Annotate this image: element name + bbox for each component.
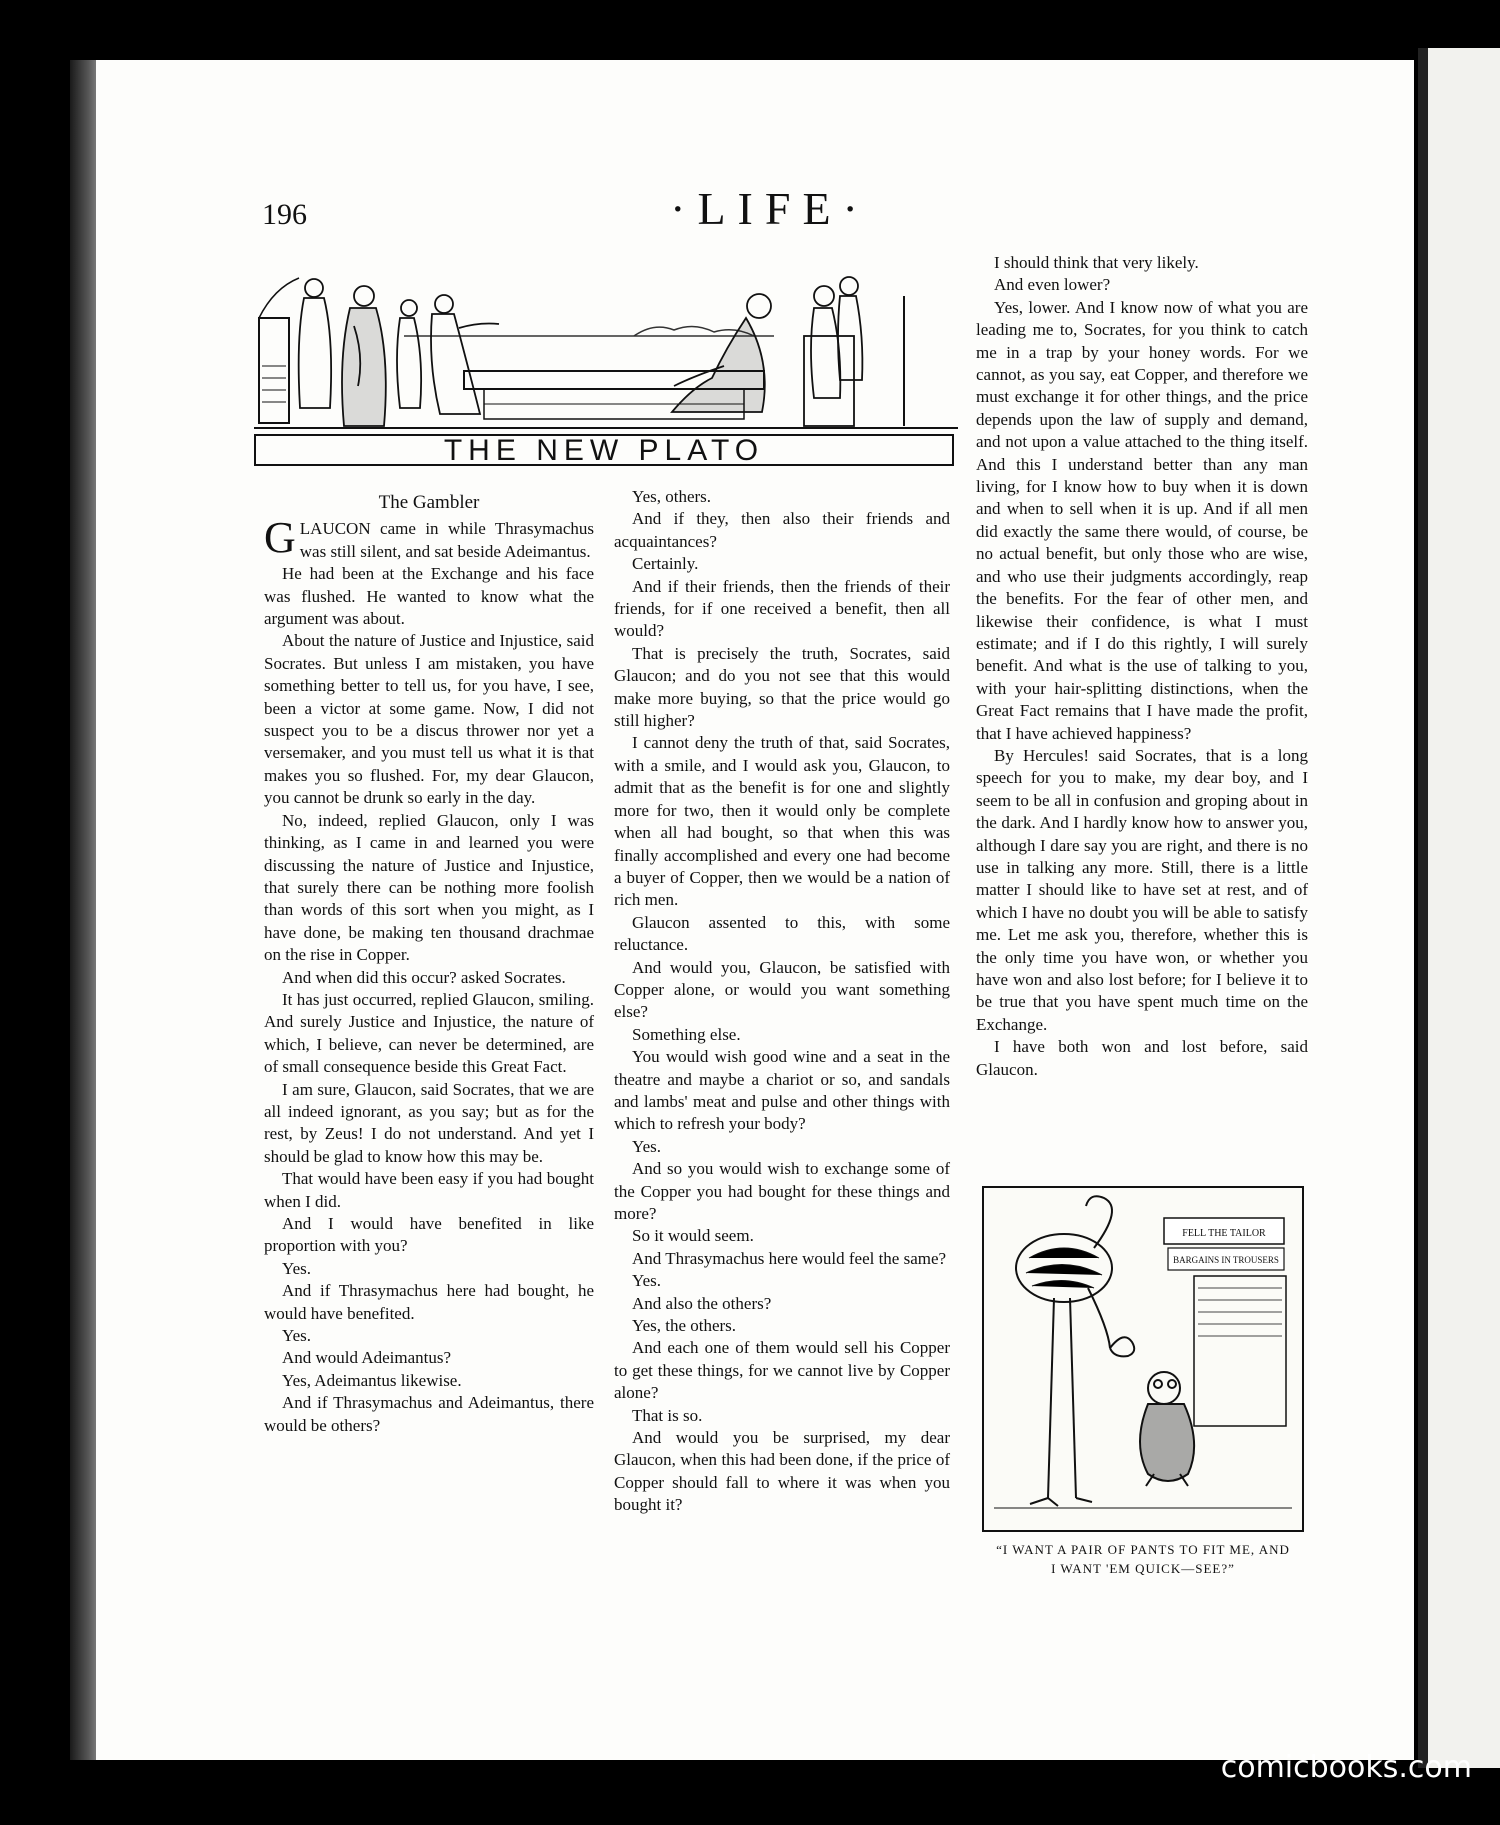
- page-number: 196: [262, 198, 307, 231]
- article-paragraph: About the nature of Justice and Injustice, said Socrates. But unless I am mistaken, you have something better to tell us, for you have, I see, been a victor at some game. Now, I did not suspect you to be a discus thrower nor yet a versemaker, and you must tell us what it is that makes you so flushed. For, my dear Glaucon, you cannot be drunk so early in the day.: [264, 631, 594, 808]
- banner-title: THE NEW PLATO: [443, 434, 765, 467]
- article-paragraph: And would you be surprised, my dear Glaucon, when this had been done, if the price of Copper should fall to where it was when you bought it?: [614, 1428, 950, 1515]
- article-paragraph: Something else.: [632, 1024, 741, 1044]
- article-paragraph: And I would have benefited in like proportion with you?: [264, 1214, 594, 1256]
- article-paragraph: No, indeed, replied Glaucon, only I was thinking, as I came in and learned you were discussing the nature of Justice and Injustice, that surely there can be nothing more foolish than words of this sort when you might, as I have done, be making ten thousand drachmae on the rise in Copper.: [264, 810, 594, 965]
- article-paragraph: And would you, Glaucon, be satisfied with Copper alone, or would you want something else?: [614, 957, 950, 1022]
- article-paragraph: And if Thrasymachus here had bought, he would have benefited.: [264, 1281, 594, 1323]
- cartoon-frame: [982, 1186, 1304, 1532]
- article-paragraph: And Thrasymachus here would feel the same?: [632, 1248, 947, 1268]
- article-paragraph: I am sure, Glaucon, said Socrates, that we are all indeed ignorant, as you say; but as for the rest, by Zeus! I do not understand. And yet I should be glad to know how this may be.: [264, 1079, 594, 1166]
- header-illustration: [254, 256, 958, 436]
- article-paragraph: Glaucon assented to this, with some reluctance.: [614, 912, 950, 955]
- article-paragraph: And so you would wish to exchange some of the Copper you had bought for these things and more?: [614, 1159, 950, 1223]
- article-paragraph: And if their friends, then the friends of their friends, for if one received a benefit, then all would?: [614, 576, 950, 641]
- article-paragraph: Yes, Adeimantus likewise.: [282, 1370, 462, 1390]
- cartoon-caption: [970, 1540, 1316, 1578]
- article-title: The Gambler: [378, 492, 480, 513]
- article-paragraph: He had been at the Exchange and his face was flushed. He wanted to know what the argument was about.: [264, 564, 594, 629]
- article-paragraph: And if they, then also their friends and acquaintances?: [614, 509, 950, 551]
- article-paragraph: By Hercules! said Socrates, that is a long speech for you to make, my dear boy, and I seem to be all in confusion and groping about in the dark. And I hardly know how to answer you, although I dare say you are right, and there is no use in talking any more. Still, there is a little matter I should like to have set at rest, and of which I have no doubt you will be able to satisfy me. Let me ask you, therefore, whether this is the only time you have won, or whether you have won and also lost before; for I believe it to be true that you have spent much time on the Exchange.: [976, 745, 1308, 1034]
- article-paragraph: Yes, the others.: [632, 1316, 737, 1336]
- article-column-3: [976, 252, 1308, 1081]
- article-paragraph: That is so.: [632, 1405, 703, 1425]
- article-paragraph: That would have been easy if you had bought when I did.: [264, 1169, 594, 1211]
- article-paragraph: It has just occurred, replied Glaucon, smiling. And surely Justice and Injustice, the nature of which, I believe, can never be determined, are of small consequence beside this Great Fact.: [264, 989, 594, 1077]
- article-column-1: [264, 492, 594, 1437]
- article-paragraph: Yes, lower. And I know now of what you are leading me to, Socrates, for you think to catch me in a trap by your honey words. For we cannot, as you say, eat Copper, and therefore we must exchange it for other things, and the price depends upon the law of supply and demand, and not upon a value attached to the thing itself. And this I understand better than any man living, for I know how to buy when it is down and when to sell when it is up. And if all men did exactly the same there would, of course, be no actual benefit, but only those who are wise, and who use their judgments accordingly, reap the benefits. For the fear of other men, and likewise their confidence, is what I must estimate; and if I do this rightly, I will surely benefit. And what is the use of talking to you, with your hair-splitting distinctions, when the Great Fact remains that I have made the profit, that I have achieved happiness?: [976, 297, 1308, 743]
- article-paragraph: Yes.: [282, 1258, 311, 1278]
- article-paragraph: And when did this occur? asked Socrates.: [282, 967, 566, 987]
- article-paragraph: Yes.: [632, 1271, 661, 1291]
- article-paragraph: Yes, others.: [632, 487, 712, 506]
- article-paragraph: I have both won and lost before, said Glaucon.: [976, 1037, 1308, 1079]
- article-paragraph: And if Thrasymachus and Adeimantus, there would be others?: [264, 1393, 594, 1435]
- caption-line-1: “I WANT A PAIR OF PANTS TO FIT ME, AND: [996, 1542, 1290, 1557]
- article-column-2: [614, 486, 950, 1517]
- article-paragraph: So it would seem.: [632, 1226, 754, 1246]
- article-paragraph: Yes.: [282, 1326, 311, 1346]
- article-paragraph: You would wish good wine and a seat in the theatre and maybe a chariot or so, and sandals and lambs' meat and pulse and other things with which to refresh your body?: [614, 1047, 950, 1134]
- article-paragraph: And each one of them would sell his Copper to get these things, for we cannot live by Copper alone?: [614, 1338, 950, 1403]
- cartoon-illustration: [984, 1188, 1302, 1530]
- next-page-edge: [1418, 48, 1500, 1768]
- drop-cap: G: [264, 513, 296, 563]
- cartoon-sign-bottom: BARGAINS IN TROUSERS: [1173, 1255, 1279, 1265]
- article-paragraph: And would Adeimantus?: [282, 1348, 452, 1368]
- caption-line-2: I WANT 'EM QUICK—SEE?”: [1051, 1561, 1235, 1576]
- title-banner: [254, 434, 954, 466]
- article-paragraph: I cannot deny the truth of that, said Socrates, with a smile, and I would ask you, Glaucon, to admit that as the benefit is for one and slightly more for two, then it would only be complete when all had bought, so that when this was finally accomplished and every one had become a buyer of Copper, then we would be a nation of rich men.: [614, 733, 950, 910]
- article-paragraph: That is precisely the truth, Socrates, said Glaucon; and do you not see that this would make more buying, so that the price would go still higher?: [614, 643, 950, 731]
- article-paragraph: Yes.: [632, 1136, 661, 1156]
- article-paragraph: And also the others?: [632, 1293, 772, 1313]
- cartoon-sign-top: FELL THE TAILOR: [1182, 1228, 1266, 1239]
- article-paragraph: I should think that very likely.: [994, 253, 1199, 272]
- article-paragraph: Certainly.: [632, 554, 699, 574]
- article-paragraph: GLAUCON came in while Thrasymachus was still silent, and sat beside Adeimantus.: [264, 513, 594, 563]
- masthead-title: ·LIFE·: [670, 183, 870, 234]
- site-watermark: comicbooks.com: [1220, 1750, 1472, 1785]
- article-paragraph: And even lower?: [994, 275, 1111, 295]
